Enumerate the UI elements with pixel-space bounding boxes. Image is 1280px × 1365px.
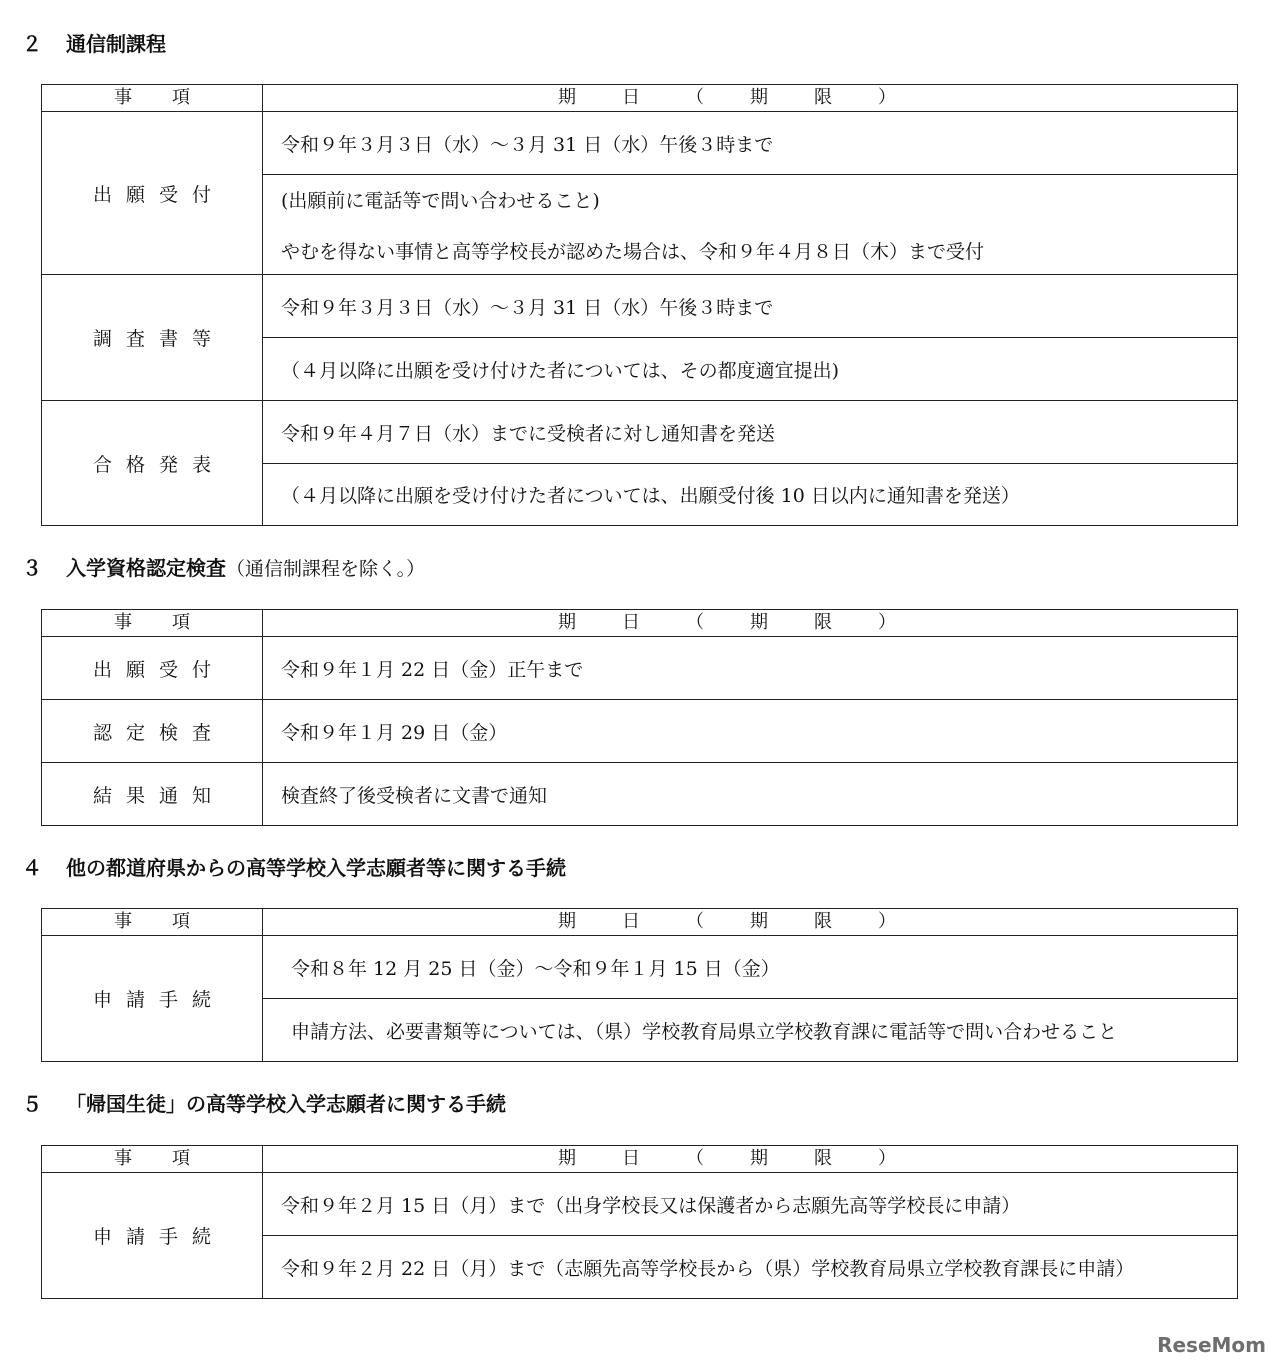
- table-row: [42, 637, 1238, 700]
- row-item-label: 調査書等: [42, 275, 263, 401]
- section-number: ３: [22, 556, 42, 580]
- row-item-label: 合格発表: [42, 401, 263, 526]
- header-item: 事項: [42, 909, 263, 936]
- table-header-row: [42, 1146, 1238, 1173]
- row-cell: 令和９年１月 29 日（金）: [263, 700, 1238, 763]
- section-5-table: [41, 1145, 1238, 1299]
- table-row: [42, 936, 1238, 999]
- row-cell: 令和８年 12 月 25 日（金）～令和９年１月 15 日（金）: [263, 936, 1238, 999]
- section-note: （通信制課程を除く。）: [226, 558, 426, 580]
- header-item: 事項: [42, 85, 263, 112]
- row-cell: （４月以降に出願を受け付けた者については、出願受付後 10 日以内に通知書を発送）: [263, 464, 1238, 526]
- table-header-row: [42, 85, 1238, 112]
- table-header-row: [42, 909, 1238, 936]
- section-2-table: [41, 84, 1238, 526]
- header-item: 事項: [42, 1146, 263, 1173]
- row-cell: 検査終了後受検者に文書で通知: [263, 763, 1238, 826]
- row-item-label: 申請手続: [42, 936, 263, 1062]
- section-number: ４: [22, 856, 42, 880]
- section-5-heading: [22, 1092, 506, 1116]
- table-row: [42, 112, 1238, 175]
- resemom-logo: ReseMom: [1157, 1333, 1266, 1357]
- table-row: [42, 700, 1238, 763]
- section-title: 通信制課程: [66, 32, 166, 56]
- row-cell: 令和９年２月 15 日（月）まで（出身学校長又は保護者から志願先高等学校長に申請）: [263, 1173, 1238, 1236]
- section-title: 入学資格認定検査: [66, 556, 226, 580]
- section-4-heading: [22, 856, 566, 880]
- header-date: 期日（期限）: [263, 85, 1238, 112]
- section-3-table: [41, 609, 1238, 826]
- section-title: 他の都道府県からの高等学校入学志願者等に関する手続: [66, 856, 566, 880]
- section-3-heading: [22, 556, 425, 581]
- row-cell: 令和９年３月３日（水）～３月 31 日（水）午後３時まで: [263, 112, 1238, 175]
- table-row: [42, 401, 1238, 464]
- row-cell: 令和９年２月 22 日（月）まで（志願先高等学校長から（県）学校教育局県立学校教育課長に申請）: [263, 1236, 1238, 1299]
- row-item-label: 出願受付: [42, 112, 263, 275]
- row-cell: 令和９年３月３日（水）～３月 31 日（水）午後３時まで: [263, 275, 1238, 338]
- section-4-table: [41, 908, 1238, 1062]
- section-number: ５: [22, 1092, 42, 1116]
- row-item-label: 認定検査: [42, 700, 263, 763]
- table-header-row: [42, 610, 1238, 637]
- section-number: ２: [22, 32, 42, 56]
- section-title: 「帰国生徒」の高等学校入学志願者に関する手続: [66, 1092, 506, 1116]
- table-row: [42, 1173, 1238, 1236]
- header-item: 事項: [42, 610, 263, 637]
- header-date: 期日（期限）: [263, 610, 1238, 637]
- row-cell: （４月以降に出願を受け付けた者については、その都度適宜提出): [263, 338, 1238, 401]
- row-cell: 申請方法、必要書類等については、（県）学校教育局県立学校教育課に電話等で問い合わせること: [263, 999, 1238, 1062]
- row-item-label: 申請手続: [42, 1173, 263, 1299]
- section-2-heading: [22, 32, 166, 56]
- header-date: 期日（期限）: [263, 1146, 1238, 1173]
- row-item-label: 結果通知: [42, 763, 263, 826]
- row-cell: 令和９年１月 22 日（金）正午まで: [263, 637, 1238, 700]
- table-row: [42, 275, 1238, 338]
- header-date: 期日（期限）: [263, 909, 1238, 936]
- row-item-label: 出願受付: [42, 637, 263, 700]
- row-cell: 令和９年４月７日（水）までに受検者に対し通知書を発送: [263, 401, 1238, 464]
- row-cell: (出願前に電話等で問い合わせること) やむを得ない事情と高等学校長が認めた場合は、令和９年４月８日（木）まで受付: [263, 175, 1238, 275]
- table-row: [42, 763, 1238, 826]
